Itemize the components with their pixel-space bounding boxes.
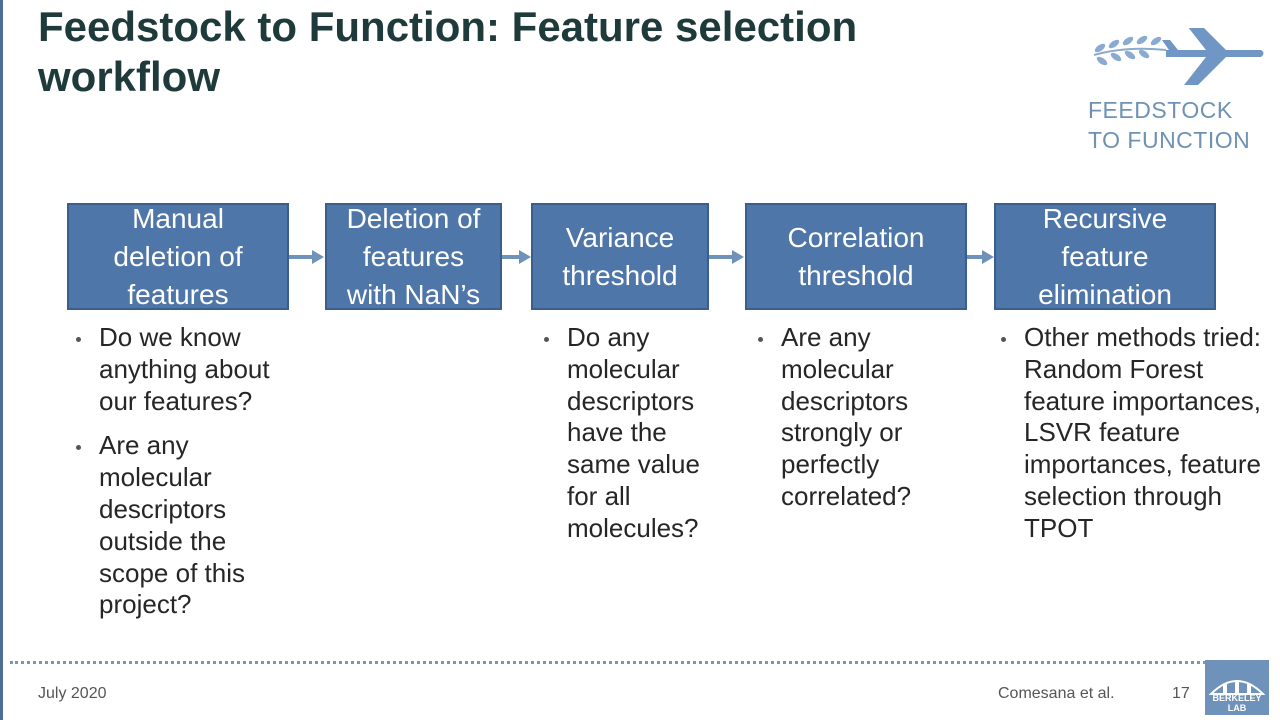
logo-line-1: FEEDSTOCK <box>1088 97 1233 123</box>
footer-authors: Comesana et al. <box>998 685 1115 702</box>
page-number: 17 <box>1172 685 1190 702</box>
step-4-line-1: Correlation <box>787 221 925 253</box>
step-2-line-1: Deletion of <box>346 202 481 234</box>
title-line-1: Feedstock to Function: Feature selection <box>38 3 858 50</box>
logo-line-2: TO FUNCTION <box>1088 127 1251 153</box>
flow-arrow-2 <box>502 246 532 268</box>
step-box-correlation-threshold <box>745 203 967 310</box>
bullets-recursive-elimination <box>992 322 1272 558</box>
flow-arrow-1 <box>289 246 325 268</box>
step-1-line-3: features <box>127 278 229 310</box>
badge-text: BERKELEY LAB <box>1212 693 1262 713</box>
bullet-item: Do any molecular descriptors have the same value for all molecules? <box>535 322 735 545</box>
step-3-line-1: Variance <box>565 221 675 253</box>
step-5-line-1: Recursive <box>1042 202 1168 234</box>
step-box-manual-deletion <box>67 203 289 310</box>
bullet-item: Other methods tried: Random Forest feature importances, LSVR feature importances, feature selection through TPOT <box>992 322 1272 545</box>
step-1-line-1: Manual <box>132 202 224 234</box>
step-1-line-2: deletion of <box>113 240 243 272</box>
bullet-item: Are any molecular descriptors strongly or perfectly correlated? <box>749 322 949 513</box>
step-box-variance-threshold <box>531 203 709 310</box>
footer-date: July 2020 <box>38 685 107 702</box>
bullet-item: Are any molecular descriptors outside the scope of this project? <box>67 430 292 621</box>
bullets-manual-deletion <box>67 322 292 634</box>
step-box-recursive-elimination <box>994 203 1216 310</box>
bullets-variance-threshold <box>535 322 735 558</box>
left-edge-rule <box>0 0 3 720</box>
footer-divider <box>10 661 1260 664</box>
airplane-icon <box>1162 28 1264 85</box>
bullets-correlation-threshold <box>749 322 949 526</box>
step-2-line-2: features <box>362 240 465 272</box>
step-5-line-2: feature <box>1061 240 1149 272</box>
step-box-nan-deletion <box>325 203 502 310</box>
berkeley-lab-logo <box>1205 660 1269 715</box>
flow-arrow-4 <box>967 246 995 268</box>
step-3-line-2: threshold <box>562 259 678 291</box>
step-2-line-3: with NaN’s <box>346 278 481 310</box>
logo-wordmark <box>1088 95 1278 155</box>
bullet-item: Do we know anything about our features? <box>67 322 292 417</box>
step-4-line-2: threshold <box>798 259 914 291</box>
slide-title <box>38 2 1058 102</box>
title-line-2: workflow <box>38 53 221 100</box>
step-5-line-3: elimination <box>1038 278 1172 310</box>
laurel-branch-icon <box>1093 34 1166 67</box>
flow-arrow-3 <box>709 246 745 268</box>
